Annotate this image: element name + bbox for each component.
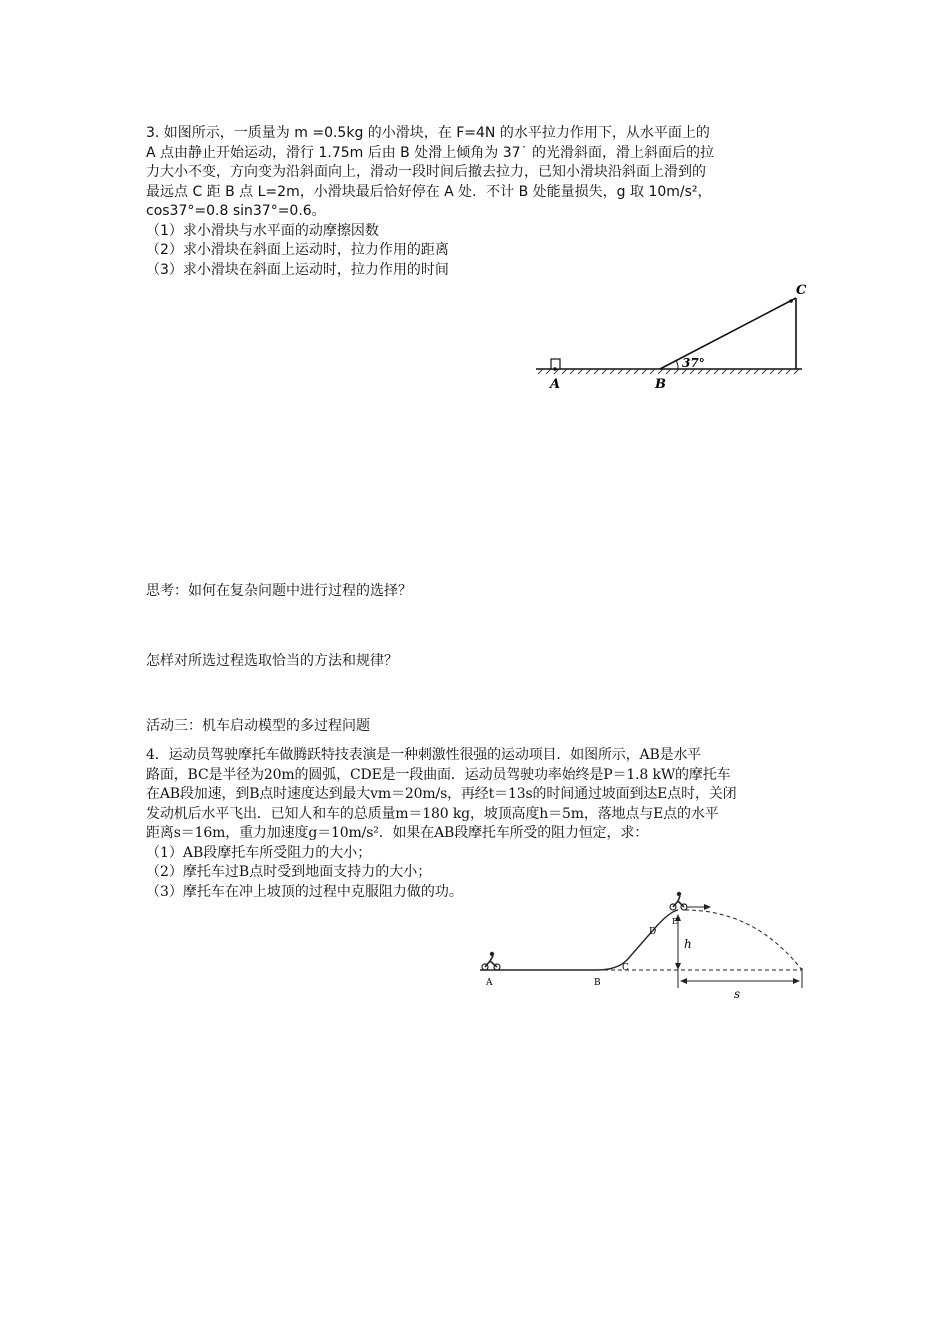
distance-arrow-right <box>793 978 800 984</box>
question-4-2: （2）摩托车过B点时受到地面支持力的大小； <box>146 864 432 880</box>
question-4-3: （3）摩托车在冲上坡顶的过程中克服阻力做的功。 <box>146 883 463 900</box>
problem-4 <box>146 746 810 902</box>
trajectory-dashed <box>685 910 802 970</box>
label-a: A <box>486 978 493 988</box>
distance-arrow-left <box>680 978 687 984</box>
problem-3-line: A 点由静止开始运动，滑行 1.75m 后由 B 处滑上倾角为 37˙ 的光滑斜面，滑上斜面后的拉 <box>146 144 714 161</box>
problem-4-line: 在AB段加速，到B点时速度达到最大vm＝20m/s，再经t＝13s的时间通过坡面到达E点时，关闭 <box>146 786 737 802</box>
activity-3-heading: 活动三：机车启动模型的多过程问题 <box>146 718 370 734</box>
point-c-dot <box>789 299 793 303</box>
velocity-arrow <box>704 904 711 910</box>
problem-4-line: 4．运动员驾驶摩托车做腾跃特技表演是一种刺激性很强的运动项目．如图所示，AB是水平 <box>146 747 702 763</box>
problem-4-line: 发动机后水平飞出．已知人和车的总质量m＝180 kg，坡顶高度h＝5m，落地点与E点的水平 <box>146 805 719 822</box>
question-4-1: （1）AB段摩托车所受阻力的大小； <box>146 844 372 861</box>
angle-label: 37° <box>682 356 705 370</box>
incline-figure <box>530 280 810 395</box>
label-s: s <box>734 987 741 998</box>
label-c: C <box>796 283 807 298</box>
problem-3-line: cos37°=0.8 sin37°=0.6。 <box>146 203 326 219</box>
label-h: h <box>684 937 692 951</box>
label-e: E <box>672 917 678 926</box>
problem-4-line: 距离s＝16m，重力加速度g＝10m/s²．如果在AB段摩托车所受的阻力恒定，求： <box>146 825 649 841</box>
think-question-2: 怎样对所选过程选取恰当的方法和规律？ <box>146 653 398 669</box>
angle-arc <box>676 360 678 369</box>
think-question-1: 思考：如何在复杂问题中进行过程的选择？ <box>146 583 412 599</box>
incline-line <box>660 298 796 369</box>
problem-3-line: 最远点 C 距 B 点 L=2m，小滑块最后恰好停在 A 处．不计 B 处能量损失，g 取 10m/s²， <box>146 183 712 200</box>
motorcycle-top-icon <box>670 892 687 910</box>
label-d: D <box>649 927 657 937</box>
point-a-dot <box>553 367 557 371</box>
question-3-1: （1）求小滑块与水平面的动摩擦因数 <box>146 222 379 239</box>
slope-bcde <box>597 910 678 970</box>
problem-4-line: 路面，BC是半径为20m的圆弧，CDE是一段曲面．运动员驾驶功率始终是P＝1.8 kW的摩托车 <box>146 766 731 783</box>
problem-3 <box>146 124 810 280</box>
motorcycle-jump-figure <box>475 888 810 998</box>
label-b: B <box>655 377 666 392</box>
label-b: B <box>594 978 601 988</box>
question-3-2: （2）求小滑块在斜面上运动时，拉力作用的距离 <box>146 242 449 258</box>
problem-3-line: 力大小不变，方向变为沿斜面向上，滑动一段时间后撤去拉力，已知小滑块沿斜面上滑到的 <box>146 164 706 180</box>
problem-3-line: 3. 如图所示，一质量为 m =0.5kg 的小滑块，在 F=4N 的水平拉力作用下，从水平面上的 <box>146 125 710 141</box>
label-a: A <box>550 377 561 392</box>
motorcycle-start-icon <box>482 952 500 970</box>
question-3-3: （3）求小滑块在斜面上运动时，拉力作用的时间 <box>146 261 449 278</box>
label-c: C <box>622 963 629 973</box>
